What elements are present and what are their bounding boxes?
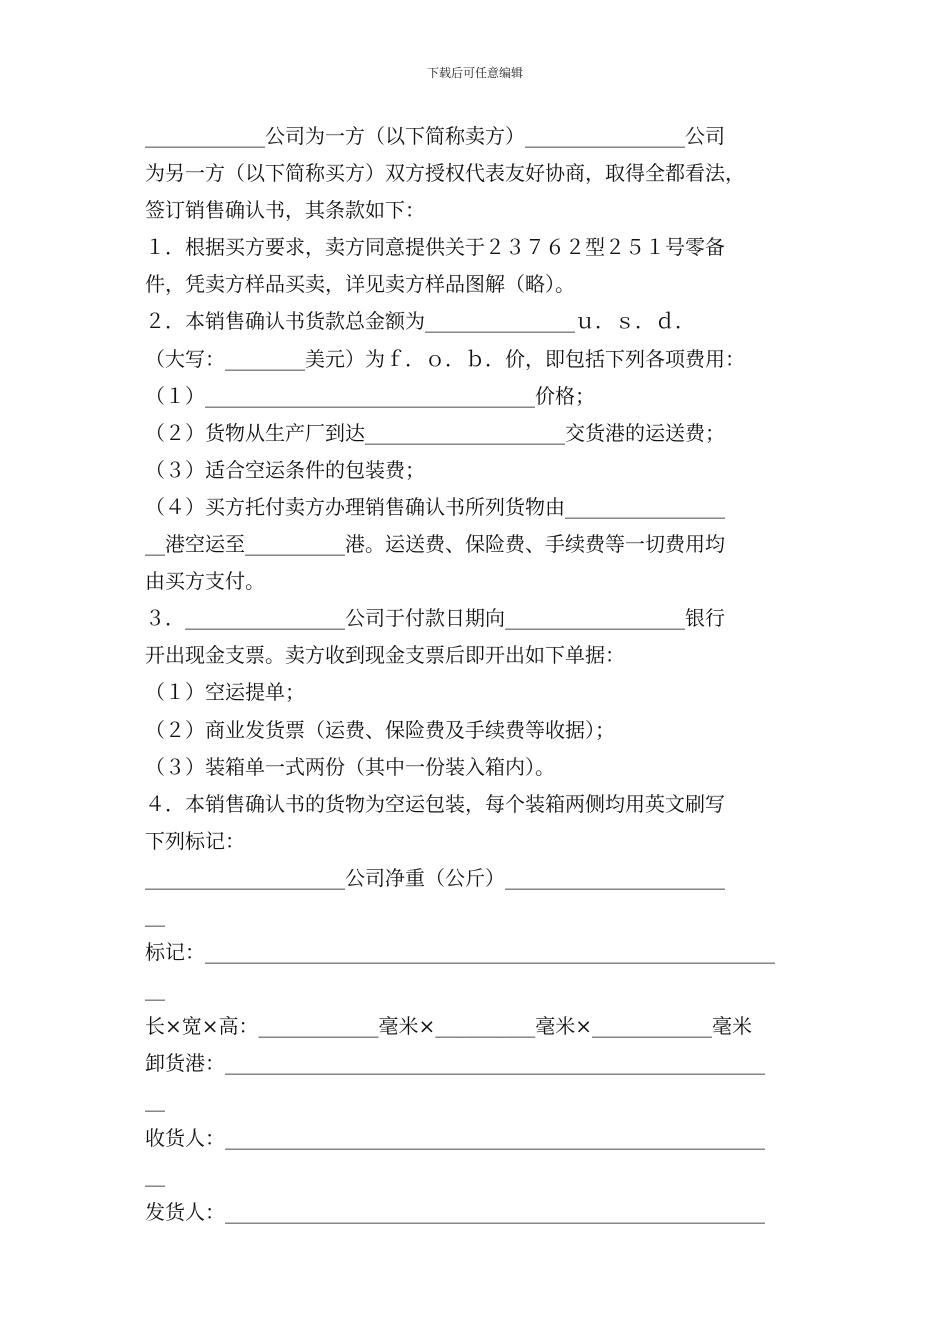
text-line: （２）商业发货票（运费、保险费及手续费等收据）；: [145, 717, 615, 742]
text-line: __: [145, 977, 165, 1002]
text-line: 长×宽×高：____________毫米×__________毫米×____________毫米: [145, 1014, 753, 1039]
text-line: 标记：_________________________________________________________: [145, 940, 775, 965]
text-line: __: [145, 902, 165, 927]
text-line: （２）货物从生产厂到达____________________交货港的运送费；: [145, 420, 725, 445]
document-body: [145, 118, 810, 1231]
page-header: 下载后可任意编辑: [426, 66, 523, 80]
text-line: 由买方支付。: [145, 569, 265, 594]
text-line: __: [145, 1162, 165, 1187]
text-line: __港空运至__________港。运送费、保险费、手续费等一切费用均: [145, 532, 725, 557]
text-line: 开出现金支票。卖方收到现金支票后即开出如下单据：: [145, 643, 625, 668]
text-line: １．根据买方要求，卖方同意提供关于２３７６２型２５１号零备: [145, 235, 725, 260]
text-line: ４．本销售确认书的货物为空运包装，每个装箱两侧均用英文刷写: [145, 791, 725, 816]
text-line: （大写：________美元）为ｆ．ｏ．ｂ．价，即包括下列各项费用：: [145, 346, 745, 371]
text-line: ____________公司为一方（以下简称卖方）________________公司: [145, 124, 725, 148]
text-line: ３．________________公司于付款日期向__________________银行: [145, 606, 725, 631]
text-line: （１）空运提单；: [145, 680, 305, 705]
text-line: （１）_________________________________价格；: [145, 383, 595, 408]
text-line: 发货人：______________________________________________________: [145, 1199, 765, 1224]
text-line: ____________________公司净重（公斤）______________________: [145, 865, 725, 890]
text-line: 下列标记：: [145, 828, 245, 853]
text-line: 为另一方（以下简称买方）双方授权代表友好协商，取得全都看法，: [145, 161, 745, 186]
text-line: （４）买方托付卖方办理销售确认书所列货物由________________: [145, 494, 725, 519]
text-line: 收货人：______________________________________________________: [145, 1125, 765, 1150]
text-line: __: [145, 1088, 165, 1113]
text-line: 卸货港：______________________________________________________: [145, 1051, 765, 1076]
text-line: ２．本销售确认书货款总金额为_______________ｕ．ｓ．ｄ．: [145, 309, 695, 334]
text-line: 签订销售确认书，其条款如下：: [145, 198, 425, 223]
text-line: （３）适合空运条件的包装费；: [145, 457, 425, 482]
text-line: （３）装箱单一式两份（其中一份装入箱内）。: [145, 754, 555, 779]
text-line: 件，凭卖方样品买卖，详见卖方样品图解（略）。: [145, 272, 575, 297]
